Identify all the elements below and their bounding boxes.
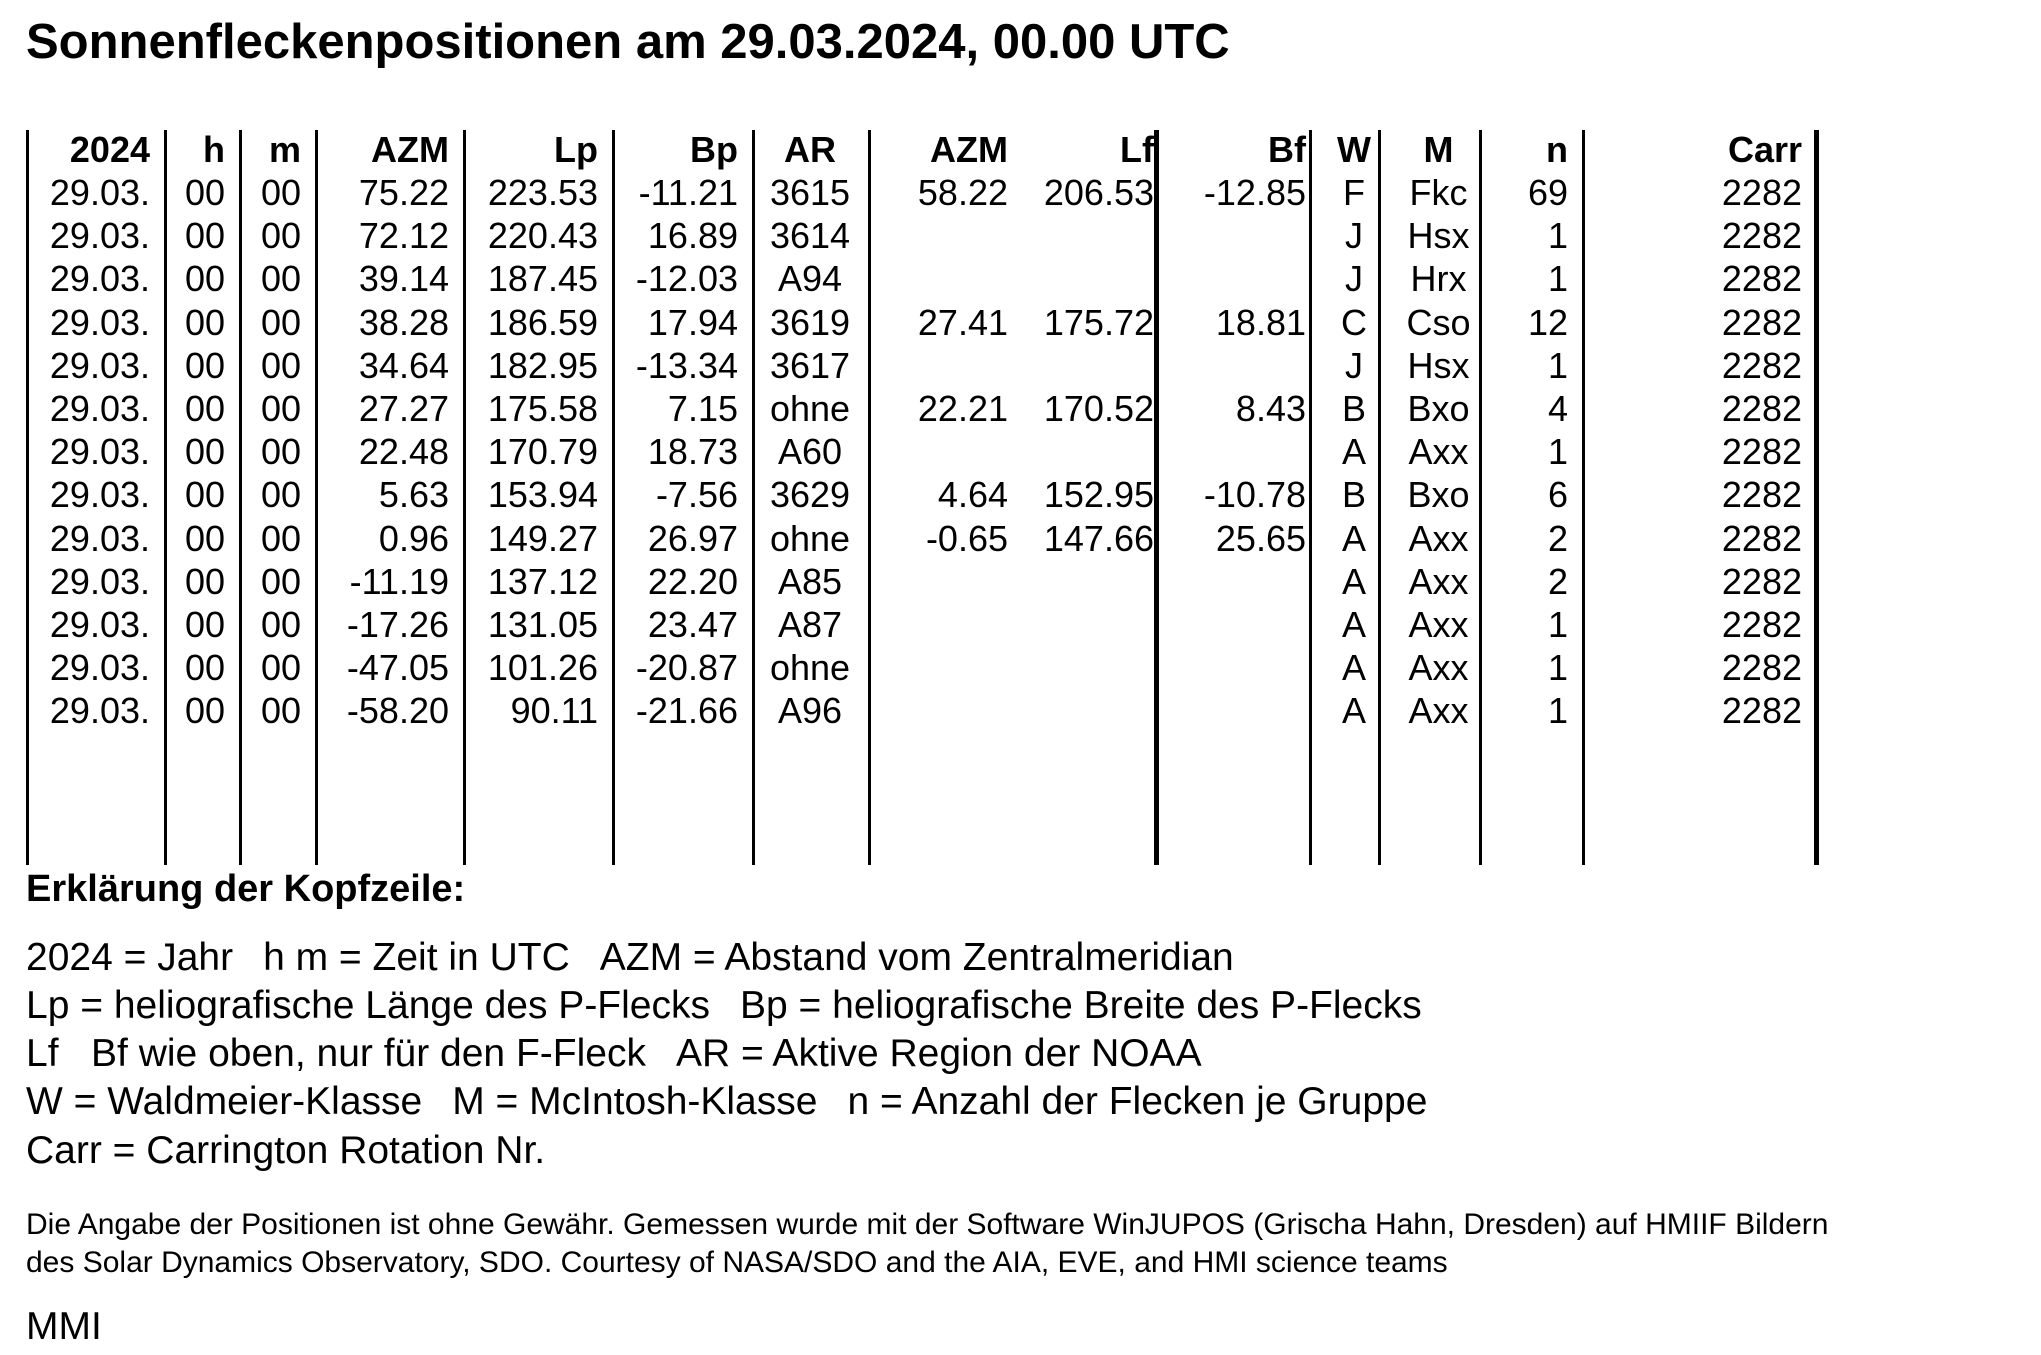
column-header: Lp <box>554 129 598 170</box>
table-cell: 149.27 <box>487 517 598 559</box>
table-cell: 00 <box>184 388 225 429</box>
table-cell: 2282 <box>1721 344 1802 386</box>
table-cell: C <box>1341 301 1367 343</box>
table-cell: 170.79 <box>487 431 598 473</box>
table-cell <box>872 344 1008 387</box>
table-cell: -21.66 <box>635 690 738 732</box>
table-cell: 90.11 <box>510 690 598 732</box>
table-cell: 00 <box>184 517 225 559</box>
table-cell: 00 <box>260 301 301 343</box>
column-divider <box>1154 130 1159 865</box>
column-header: m <box>268 129 301 170</box>
table-cell: 4.64 <box>937 474 1008 516</box>
table-cell: Bxo <box>1407 474 1470 516</box>
table-cell: 22.48 <box>358 431 449 473</box>
table-cell: 00 <box>260 647 301 689</box>
table-cell: 206.53 <box>1043 172 1154 213</box>
table-cell: 00 <box>184 344 225 386</box>
column-header: W <box>1337 129 1371 170</box>
legend-line <box>26 936 1234 980</box>
column-header: Carr <box>1727 129 1802 170</box>
table-cell: 2282 <box>1721 647 1802 689</box>
legend-item: Carr = Carrington Rotation Nr. <box>26 1129 546 1172</box>
table-cell: 29.03. <box>49 474 150 516</box>
column-header: AZM <box>930 129 1008 170</box>
table-cell: 220.43 <box>487 215 598 257</box>
table-cell: -0.65 <box>925 517 1008 559</box>
table-cell: 7.15 <box>667 388 738 429</box>
table-cell <box>872 603 1008 646</box>
table-cell: 69 <box>1527 172 1568 213</box>
table-cell: 186.59 <box>487 301 598 343</box>
column-divider <box>752 130 755 865</box>
table-cell: 1 <box>1547 604 1568 645</box>
table-cell: A <box>1341 560 1366 602</box>
table-cell: 1 <box>1547 258 1568 300</box>
column-divider <box>1309 130 1312 865</box>
table-cell: 2282 <box>1721 431 1802 473</box>
table-cell: 3617 <box>769 344 851 386</box>
table-cell: -12.03 <box>635 258 738 300</box>
table-cell: 2282 <box>1721 690 1802 732</box>
table-cell: 00 <box>260 560 301 602</box>
table-cell: 152.95 <box>1043 474 1154 516</box>
table-cell: A85 <box>777 560 843 602</box>
table-cell: 29.03. <box>49 690 150 732</box>
table-cell: A <box>1341 690 1366 732</box>
table-cell <box>1172 214 1306 257</box>
table-cell: 75.22 <box>358 172 449 213</box>
table-cell: 153.94 <box>487 474 598 516</box>
table-cell: 137.12 <box>487 560 598 602</box>
table-cell: -13.34 <box>635 344 738 386</box>
table-cell <box>1172 603 1306 646</box>
table-cell <box>1172 344 1306 387</box>
table-cell: 00 <box>260 258 301 300</box>
table-cell: ohne <box>769 517 851 559</box>
table-cell: J <box>1345 344 1363 386</box>
table-cell <box>872 214 1008 257</box>
column-header: AZM <box>371 129 449 170</box>
legend-line <box>26 1129 545 1173</box>
table-cell: 131.05 <box>487 604 598 645</box>
table-cell: Hrx <box>1410 258 1467 300</box>
table-cell: ohne <box>769 647 851 689</box>
legend-item: Lf Bf wie oben, nur für den F-Fleck <box>26 1032 646 1075</box>
table-cell <box>1172 560 1306 603</box>
disclaimer-line: des Solar Dynamics Observatory, SDO. Courtesy of NASA/SDO and the AIA, EVE, and HMI science teams <box>26 1246 1448 1279</box>
table-cell: 3619 <box>769 301 851 343</box>
table-cell: 18.73 <box>647 431 738 473</box>
table-cell: 2282 <box>1721 560 1802 602</box>
table-cell <box>1172 430 1306 473</box>
table-cell: 2282 <box>1721 258 1802 300</box>
table-cell: 00 <box>184 647 225 689</box>
table-cell: 2282 <box>1721 215 1802 257</box>
table-cell: 29.03. <box>49 604 150 645</box>
table-cell <box>1026 603 1154 646</box>
column-header: Bf <box>1268 129 1306 170</box>
table-cell: 00 <box>184 474 225 516</box>
table-cell: 00 <box>184 560 225 602</box>
table-cell <box>1172 689 1306 732</box>
table-cell: -17.26 <box>346 604 449 645</box>
table-cell: 2282 <box>1721 474 1802 516</box>
table-cell: -7.56 <box>655 474 738 516</box>
table-cell: 0.96 <box>378 517 449 559</box>
table-cell: A <box>1341 647 1366 689</box>
table-cell: 00 <box>260 690 301 732</box>
disclaimer-line: Die Angabe der Positionen ist ohne Gewähr. Gemessen wurde mit der Software WinJUPOS (Grischa Hahn, Dresden) auf HMIIF Bildern <box>26 1208 1829 1241</box>
legend-item: Lp = heliografische Länge des P-Flecks <box>26 984 710 1027</box>
table-cell: 1 <box>1547 215 1568 257</box>
table-cell: 5.63 <box>378 474 449 516</box>
table-cell: 00 <box>260 517 301 559</box>
table-cell: A <box>1341 517 1366 559</box>
table-cell: 182.95 <box>487 344 598 386</box>
table-cell: 1 <box>1547 647 1568 689</box>
table-cell: B <box>1341 474 1366 516</box>
table-cell: Cso <box>1406 301 1471 343</box>
table-cell: 2282 <box>1721 172 1802 213</box>
table-cell: 3615 <box>769 172 851 213</box>
table-cell: 175.72 <box>1043 301 1154 343</box>
column-divider <box>868 130 871 865</box>
legend-item: AZM = Abstand vom Zentralmeridian <box>599 936 1234 979</box>
disclaimer-note <box>26 1206 1828 1282</box>
legend-item: AR = Aktive Region der NOAA <box>675 1032 1202 1075</box>
table-cell: 00 <box>260 474 301 516</box>
legend-item: M = McIntosh-Klasse <box>452 1080 818 1123</box>
table-cell: 175.58 <box>487 388 598 429</box>
table-cell: 29.03. <box>49 388 150 429</box>
table-cell: 72.12 <box>358 215 449 257</box>
table-cell: 8.43 <box>1235 388 1306 429</box>
table-cell: -20.87 <box>635 647 738 689</box>
table-cell: 12 <box>1527 301 1568 343</box>
table-cell: 18.81 <box>1215 301 1306 343</box>
table-cell: J <box>1345 215 1363 257</box>
table-cell: 22.21 <box>917 388 1008 429</box>
table-cell: 223.53 <box>487 172 598 213</box>
table-cell: 00 <box>184 215 225 257</box>
table-cell: A94 <box>777 258 843 300</box>
table-cell <box>872 257 1008 300</box>
table-cell: 00 <box>184 258 225 300</box>
table-cell: A60 <box>777 431 843 473</box>
table-cell <box>1026 257 1154 300</box>
table-cell: 2 <box>1547 560 1568 602</box>
table-cell: 2282 <box>1721 388 1802 429</box>
table-cell: Axx <box>1408 604 1469 645</box>
table-cell: 3629 <box>769 474 851 516</box>
table-cell <box>1026 430 1154 473</box>
table-cell: Axx <box>1408 690 1469 732</box>
legend-line <box>26 984 1422 1028</box>
table-cell: 2282 <box>1721 301 1802 343</box>
table-cell <box>1172 646 1306 689</box>
table-cell: B <box>1341 388 1366 429</box>
table-cell: 00 <box>184 604 225 645</box>
table-cell: Axx <box>1408 647 1469 689</box>
table-cell: 29.03. <box>49 517 150 559</box>
table-cell: -11.21 <box>638 172 738 213</box>
table-cell: 00 <box>260 431 301 473</box>
table-cell: 26.97 <box>647 517 738 559</box>
table-cell <box>872 646 1008 689</box>
table-cell: J <box>1345 258 1363 300</box>
table-cell: 2282 <box>1721 604 1802 645</box>
table-cell <box>1172 257 1306 300</box>
column-header: Lf <box>1120 129 1154 170</box>
table-cell: 34.64 <box>358 344 449 386</box>
column-divider <box>463 130 466 865</box>
table-cell: Hsx <box>1407 215 1470 257</box>
column-divider <box>1814 130 1819 865</box>
table-cell: 25.65 <box>1215 517 1306 559</box>
table-cell: -58.20 <box>346 690 449 732</box>
table-cell: 00 <box>260 172 301 213</box>
column-header: h <box>203 129 225 170</box>
table-cell: 170.52 <box>1043 388 1154 429</box>
table-cell: A87 <box>777 604 843 645</box>
table-cell: 29.03. <box>49 215 150 257</box>
table-cell: 1 <box>1547 344 1568 386</box>
table-cell <box>1026 560 1154 603</box>
table-cell: 147.66 <box>1043 517 1154 559</box>
table-cell: Axx <box>1408 560 1469 602</box>
table-cell: 39.14 <box>358 258 449 300</box>
table-cell: 23.47 <box>647 604 738 645</box>
column-divider <box>612 130 615 865</box>
table-cell: Bxo <box>1407 388 1470 429</box>
table-cell: 00 <box>184 690 225 732</box>
table-cell <box>872 689 1008 732</box>
table-cell: 3614 <box>769 215 851 257</box>
table-cell: 2 <box>1547 517 1568 559</box>
table-cell: 00 <box>184 431 225 473</box>
table-cell: 29.03. <box>49 301 150 343</box>
table-cell: 29.03. <box>49 172 150 213</box>
table-cell: 00 <box>260 344 301 386</box>
column-divider <box>315 130 318 865</box>
table-cell: 2282 <box>1721 517 1802 559</box>
table-cell: A <box>1341 431 1366 473</box>
table-cell: -10.78 <box>1203 474 1306 516</box>
table-cell <box>1026 646 1154 689</box>
table-cell: 4 <box>1547 388 1568 429</box>
table-cell: -11.19 <box>349 560 449 602</box>
legend-line <box>26 1032 1202 1076</box>
table-cell: 00 <box>260 604 301 645</box>
column-header: AR <box>784 129 836 170</box>
column-divider <box>26 130 29 865</box>
table-cell: 27.41 <box>917 301 1008 343</box>
table-cell <box>872 560 1008 603</box>
table-cell: ohne <box>769 388 851 429</box>
legend-item: h m = Zeit in UTC <box>263 936 570 979</box>
column-divider <box>164 130 167 865</box>
column-header: M <box>1423 129 1454 170</box>
table-cell: 29.03. <box>49 431 150 473</box>
table-cell: 22.20 <box>647 560 738 602</box>
table-cell: 00 <box>260 215 301 257</box>
table-cell: 101.26 <box>487 647 598 689</box>
column-header: n <box>1546 129 1568 170</box>
table-cell: -12.85 <box>1203 172 1306 213</box>
table-cell: 29.03. <box>49 258 150 300</box>
author-signature: MMI <box>26 1305 102 1348</box>
page-title: Sonnenfleckenpositionen am 29.03.2024, 00.00 UTC <box>26 15 1230 69</box>
table-cell: Hsx <box>1407 344 1470 386</box>
legend-item: Bp = heliografische Breite des P-Flecks <box>740 984 1422 1027</box>
table-cell: 1 <box>1547 431 1568 473</box>
legend-item: 2024 = Jahr <box>26 936 234 979</box>
table-cell <box>872 430 1008 473</box>
legend-item: n = Anzahl der Flecken je Gruppe <box>847 1080 1428 1123</box>
table-cell: 29.03. <box>49 647 150 689</box>
table-cell: Axx <box>1408 431 1469 473</box>
table-cell: F <box>1343 172 1365 213</box>
table-cell: 16.89 <box>647 215 738 257</box>
table-cell: 27.27 <box>358 388 449 429</box>
table-cell: A <box>1341 604 1366 645</box>
table-cell: 00 <box>184 301 225 343</box>
table-cell: 00 <box>260 388 301 429</box>
table-cell: 1 <box>1547 690 1568 732</box>
column-divider <box>1582 130 1585 865</box>
table-cell: 29.03. <box>49 344 150 386</box>
column-header: 2024 <box>69 129 150 170</box>
table-cell: 00 <box>184 172 225 213</box>
table-cell: 38.28 <box>358 301 449 343</box>
table-cell: 58.22 <box>917 172 1008 213</box>
table-cell: 17.94 <box>647 301 738 343</box>
table-cell: 29.03. <box>49 560 150 602</box>
table-cell <box>1026 344 1154 387</box>
legend-title: Erklärung der Kopfzeile: <box>26 868 466 910</box>
table-cell: Axx <box>1408 517 1469 559</box>
column-header: Bp <box>690 129 738 170</box>
table-cell <box>1026 214 1154 257</box>
table-cell: 6 <box>1547 474 1568 516</box>
sunspot-table <box>26 130 1816 865</box>
table-cell: -47.05 <box>346 647 449 689</box>
legend-line <box>26 1080 1427 1124</box>
legend-item: W = Waldmeier-Klasse <box>26 1080 423 1123</box>
table-cell: Fkc <box>1409 172 1468 213</box>
table-cell: A96 <box>777 690 843 732</box>
table-cell <box>1026 689 1154 732</box>
column-divider <box>239 130 242 865</box>
table-cell: 187.45 <box>487 258 598 300</box>
